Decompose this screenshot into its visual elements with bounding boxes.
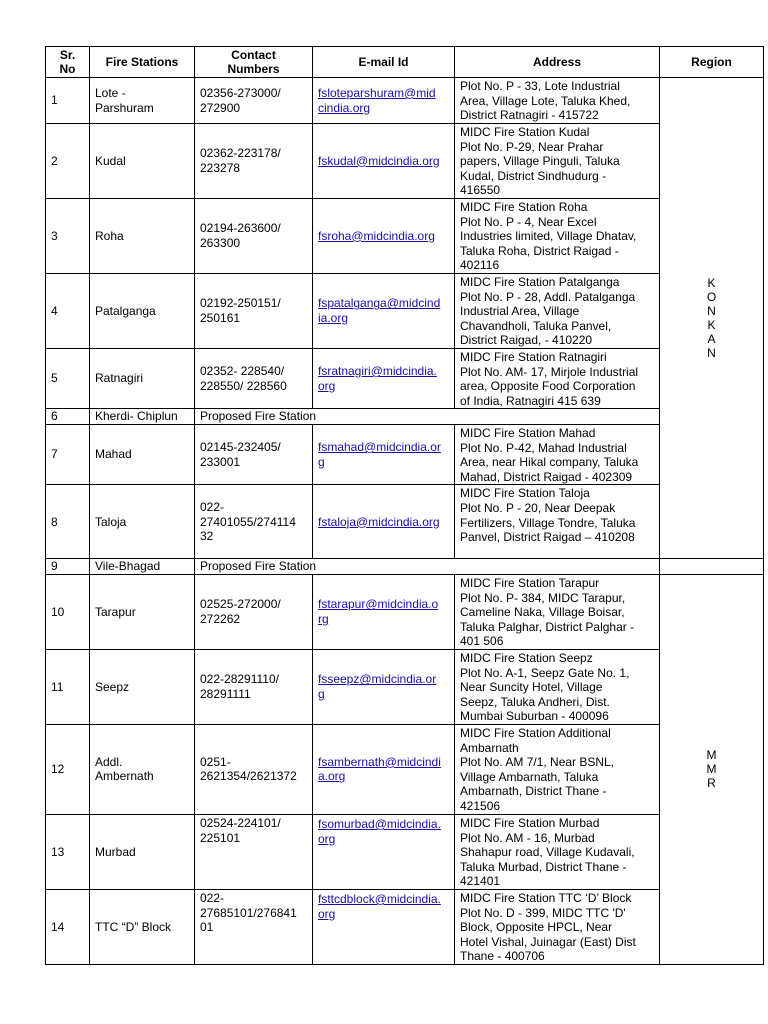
table-row — [46, 649, 764, 724]
email-cell — [313, 889, 455, 964]
address: MIDC Fire Station Patalganga Plot No. P - 28, Addl. Patalganga Industrial Area, Village Chavandholi, Taluka Panvel, District Raigad, - 410220 — [455, 274, 660, 349]
email-cell — [313, 124, 455, 199]
fire-stations-table — [45, 46, 764, 965]
address: MIDC Fire Station Seepz Plot No. A-1, Seepz Gate No. 1, Near Suncity Hotel, Village Seepz, Taluka Andheri, Dist. Mumbai Suburban - 400096 — [455, 649, 660, 724]
contact-numbers: 02524-224101/ 225101 — [195, 814, 313, 889]
email-cell — [313, 814, 455, 889]
sr-no: 6 — [46, 409, 90, 425]
contact-numbers: 02525-272000/ 272262 — [195, 574, 313, 649]
email-cell — [313, 649, 455, 724]
address: MIDC Fire Station TTC ‘D’ Block Plot No. D - 399, MIDC TTC 'D' Block, Opposite HPCL, Near Hotel Vishal, Juinagar (East) Dist Thane - 400706 — [455, 889, 660, 964]
fire-station-name: TTC “D” Block — [90, 889, 195, 964]
sr-no: 13 — [46, 814, 90, 889]
sr-no: 10 — [46, 574, 90, 649]
table-row — [46, 889, 764, 964]
email-link[interactable]: fsambernath@midcindi a.org — [318, 754, 441, 784]
fire-station-name: Patalganga — [90, 274, 195, 349]
email-link[interactable]: fstarapur@midcindia.o rg — [318, 597, 439, 626]
header-region: Region — [660, 47, 764, 78]
region-konkan: K O N K A N — [660, 78, 764, 559]
email-link[interactable]: fsroha@midcindia.org — [318, 228, 435, 243]
contact-numbers: 02192-250151/ 250161 — [195, 274, 313, 349]
table-row — [46, 199, 764, 274]
email-cell — [313, 199, 455, 274]
fire-station-name: Taloja — [90, 485, 195, 559]
email-cell — [313, 274, 455, 349]
fire-station-name: Ratnagiri — [90, 349, 195, 409]
sr-no: 11 — [46, 649, 90, 724]
sr-no: 9 — [46, 559, 90, 575]
table-row — [46, 274, 764, 349]
fire-station-name: Vile-Bhagad — [90, 559, 195, 575]
table-row — [46, 485, 764, 559]
header-fire-stations: Fire Stations — [90, 47, 195, 78]
sr-no: 8 — [46, 485, 90, 559]
email-link[interactable]: fsseepz@midcindia.or g — [318, 672, 437, 701]
contact-numbers: 022-28291110/ 28291111 — [195, 649, 313, 724]
sr-no: 4 — [46, 274, 90, 349]
contact-numbers: 02356-273000/ 272900 — [195, 78, 313, 124]
email-link[interactable]: fstaloja@midcindia.org — [318, 514, 440, 529]
address: MIDC Fire Station Kudal Plot No. P-29, Near Prahar papers, Village Pinguli, Taluka Kudal, District Sindhudurg - 416550 — [455, 124, 660, 199]
email-link[interactable]: fspatalganga@midcind ia.org — [318, 296, 441, 325]
region-mmr: M M R — [660, 574, 764, 964]
sr-no: 1 — [46, 78, 90, 124]
sr-no: 14 — [46, 889, 90, 964]
fire-station-name: Addl. Ambernath — [90, 724, 195, 814]
address: MIDC Fire Station Ratnagiri Plot No. AM- 17, Mirjole Industrial area, Opposite Food Corporation of India, Ratnagiri 415 639 — [455, 349, 660, 409]
email-cell — [313, 424, 455, 484]
table-row — [46, 559, 764, 575]
address: MIDC Fire Station Additional Ambarnath Plot No. AM 7/1, Near BSNL, Village Ambarnath, Taluka Ambarnath, District Thane - 421506 — [455, 724, 660, 814]
fire-station-name: Roha — [90, 199, 195, 274]
email-cell — [313, 724, 455, 814]
email-link[interactable]: fsratnagiri@midcindia. org — [318, 364, 437, 393]
table-row — [46, 574, 764, 649]
fire-station-name: Lote - Parshuram — [90, 78, 195, 124]
email-cell — [313, 485, 455, 559]
email-link[interactable]: fsttcdblock@midcindia. org — [318, 891, 441, 921]
header-address: Address — [455, 47, 660, 78]
table-row — [46, 814, 764, 889]
fire-station-name: Kherdi- Chiplun — [90, 409, 195, 425]
contact-numbers: 022- 27401055/274114 32 — [195, 485, 313, 559]
table-row — [46, 78, 764, 124]
header-email-id: E-mail Id — [313, 47, 455, 78]
fire-station-name: Kudal — [90, 124, 195, 199]
email-link[interactable]: fsmahad@midcindia.or g — [318, 440, 441, 469]
fire-station-name: Tarapur — [90, 574, 195, 649]
fire-station-name: Mahad — [90, 424, 195, 484]
address: MIDC Fire Station Murbad Plot No. AM - 16, Murbad Shahapur road, Village Kudavali, Taluka Murbad, District Thane - 421401 — [455, 814, 660, 889]
fire-station-name: Seepz — [90, 649, 195, 724]
contact-numbers: 02362-223178/ 223278 — [195, 124, 313, 199]
contact-numbers: 02352- 228540/ 228550/ 228560 — [195, 349, 313, 409]
address: MIDC Fire Station Taloja Plot No. P - 20, Near Deepak Fertilizers, Village Tondre, Taluka Panvel, District Raigad – 410208 — [455, 485, 660, 559]
address: MIDC Fire Station Mahad Plot No. P-42, Mahad Industrial Area, near Hikal company, Taluka Mahad, District Raigad - 402309 — [455, 424, 660, 484]
sr-no: 3 — [46, 199, 90, 274]
table-row — [46, 349, 764, 409]
email-link[interactable]: fsomurbad@midcindia. org — [318, 816, 441, 846]
region-blank — [660, 559, 764, 575]
proposed-fire-station: Proposed Fire Station — [195, 559, 660, 575]
email-link[interactable]: fskudal@midcindia.org — [318, 153, 440, 168]
table-row — [46, 124, 764, 199]
address: MIDC Fire Station Tarapur Plot No. P- 384, MIDC Tarapur, Cameline Naka, Village Boisar, Taluka Palghar, District Palghar - 401 506 — [455, 574, 660, 649]
table-header-row — [46, 47, 764, 78]
email-cell — [313, 349, 455, 409]
fire-station-name: Murbad — [90, 814, 195, 889]
contact-numbers: 02145-232405/ 233001 — [195, 424, 313, 484]
table-row — [46, 409, 764, 425]
email-link[interactable]: fsloteparshuram@mid cindia.org — [318, 85, 436, 115]
table-row — [46, 424, 764, 484]
sr-no: 12 — [46, 724, 90, 814]
table-row — [46, 724, 764, 814]
address: MIDC Fire Station Roha Plot No. P - 4, Near Excel Industries limited, Village Dhatav, Taluka Roha, District Raigad - 402116 — [455, 199, 660, 274]
contact-numbers: 02194-263600/ 263300 — [195, 199, 313, 274]
sr-no: 5 — [46, 349, 90, 409]
proposed-fire-station: Proposed Fire Station — [195, 409, 660, 425]
email-cell — [313, 574, 455, 649]
address: Plot No. P - 33, Lote Industrial Area, Village Lote, Taluka Khed, District Ratnagiri - 415722 — [455, 78, 660, 124]
header-contact-numbers: Contact Numbers — [195, 47, 313, 78]
header-sr-no: Sr. No — [46, 47, 90, 78]
sr-no: 7 — [46, 424, 90, 484]
contact-numbers: 0251- 2621354/2621372 — [195, 724, 313, 814]
sr-no: 2 — [46, 124, 90, 199]
email-cell — [313, 78, 455, 124]
contact-numbers: 022- 27685101/276841 01 — [195, 889, 313, 964]
